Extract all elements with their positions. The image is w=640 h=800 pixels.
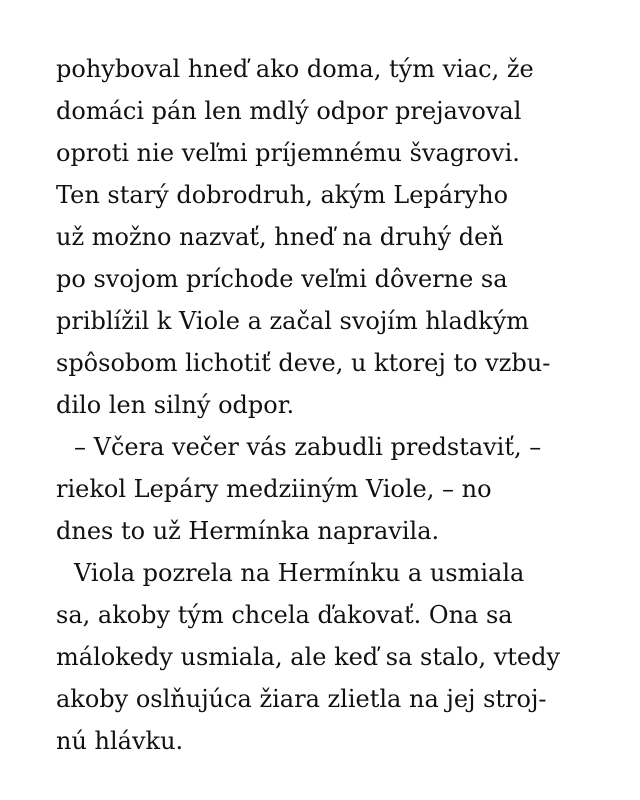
text-line: po svojom príchode veľmi dôverne sa [56, 265, 508, 293]
text-line: priblížil k Viole a začal svojím hladkým [56, 307, 530, 335]
text-line: akoby oslňujúca žiara zlietla na jej stroj- [56, 685, 547, 713]
text-line: oproti nie veľmi príjemnému švagrovi. [56, 139, 520, 167]
text-line: dilo len silný odpor. [56, 391, 295, 419]
text-line-paragraph-start: Viola pozrela na Hermínku a usmiala [74, 559, 525, 587]
text-line: pohyboval hneď ako doma, tým viac, že [56, 55, 534, 83]
text-line: málokedy usmiala, ale keď sa stalo, vtedy [56, 643, 561, 671]
text-line: spôsobom lichotiť deve, u ktorej to vzbu- [56, 349, 551, 377]
text-line: nú hlávku. [56, 727, 184, 755]
text-line: dnes to už Hermínka napravila. [56, 517, 440, 545]
text-line-paragraph-start: – Včera večer vás zabudli predstaviť, – [74, 433, 542, 461]
text-line: Ten starý dobrodruh, akým Lepáryho [56, 181, 509, 209]
text-line: už možno nazvať, hneď na druhý deň [56, 223, 504, 251]
book-text [56, 48, 616, 762]
text-line: riekol Lepáry medziiným Viole, – no [56, 475, 492, 503]
text-line: sa, akoby tým chcela ďakovať. Ona sa [56, 601, 513, 629]
text-line: domáci pán len mdlý odpor prejavoval [56, 97, 522, 125]
